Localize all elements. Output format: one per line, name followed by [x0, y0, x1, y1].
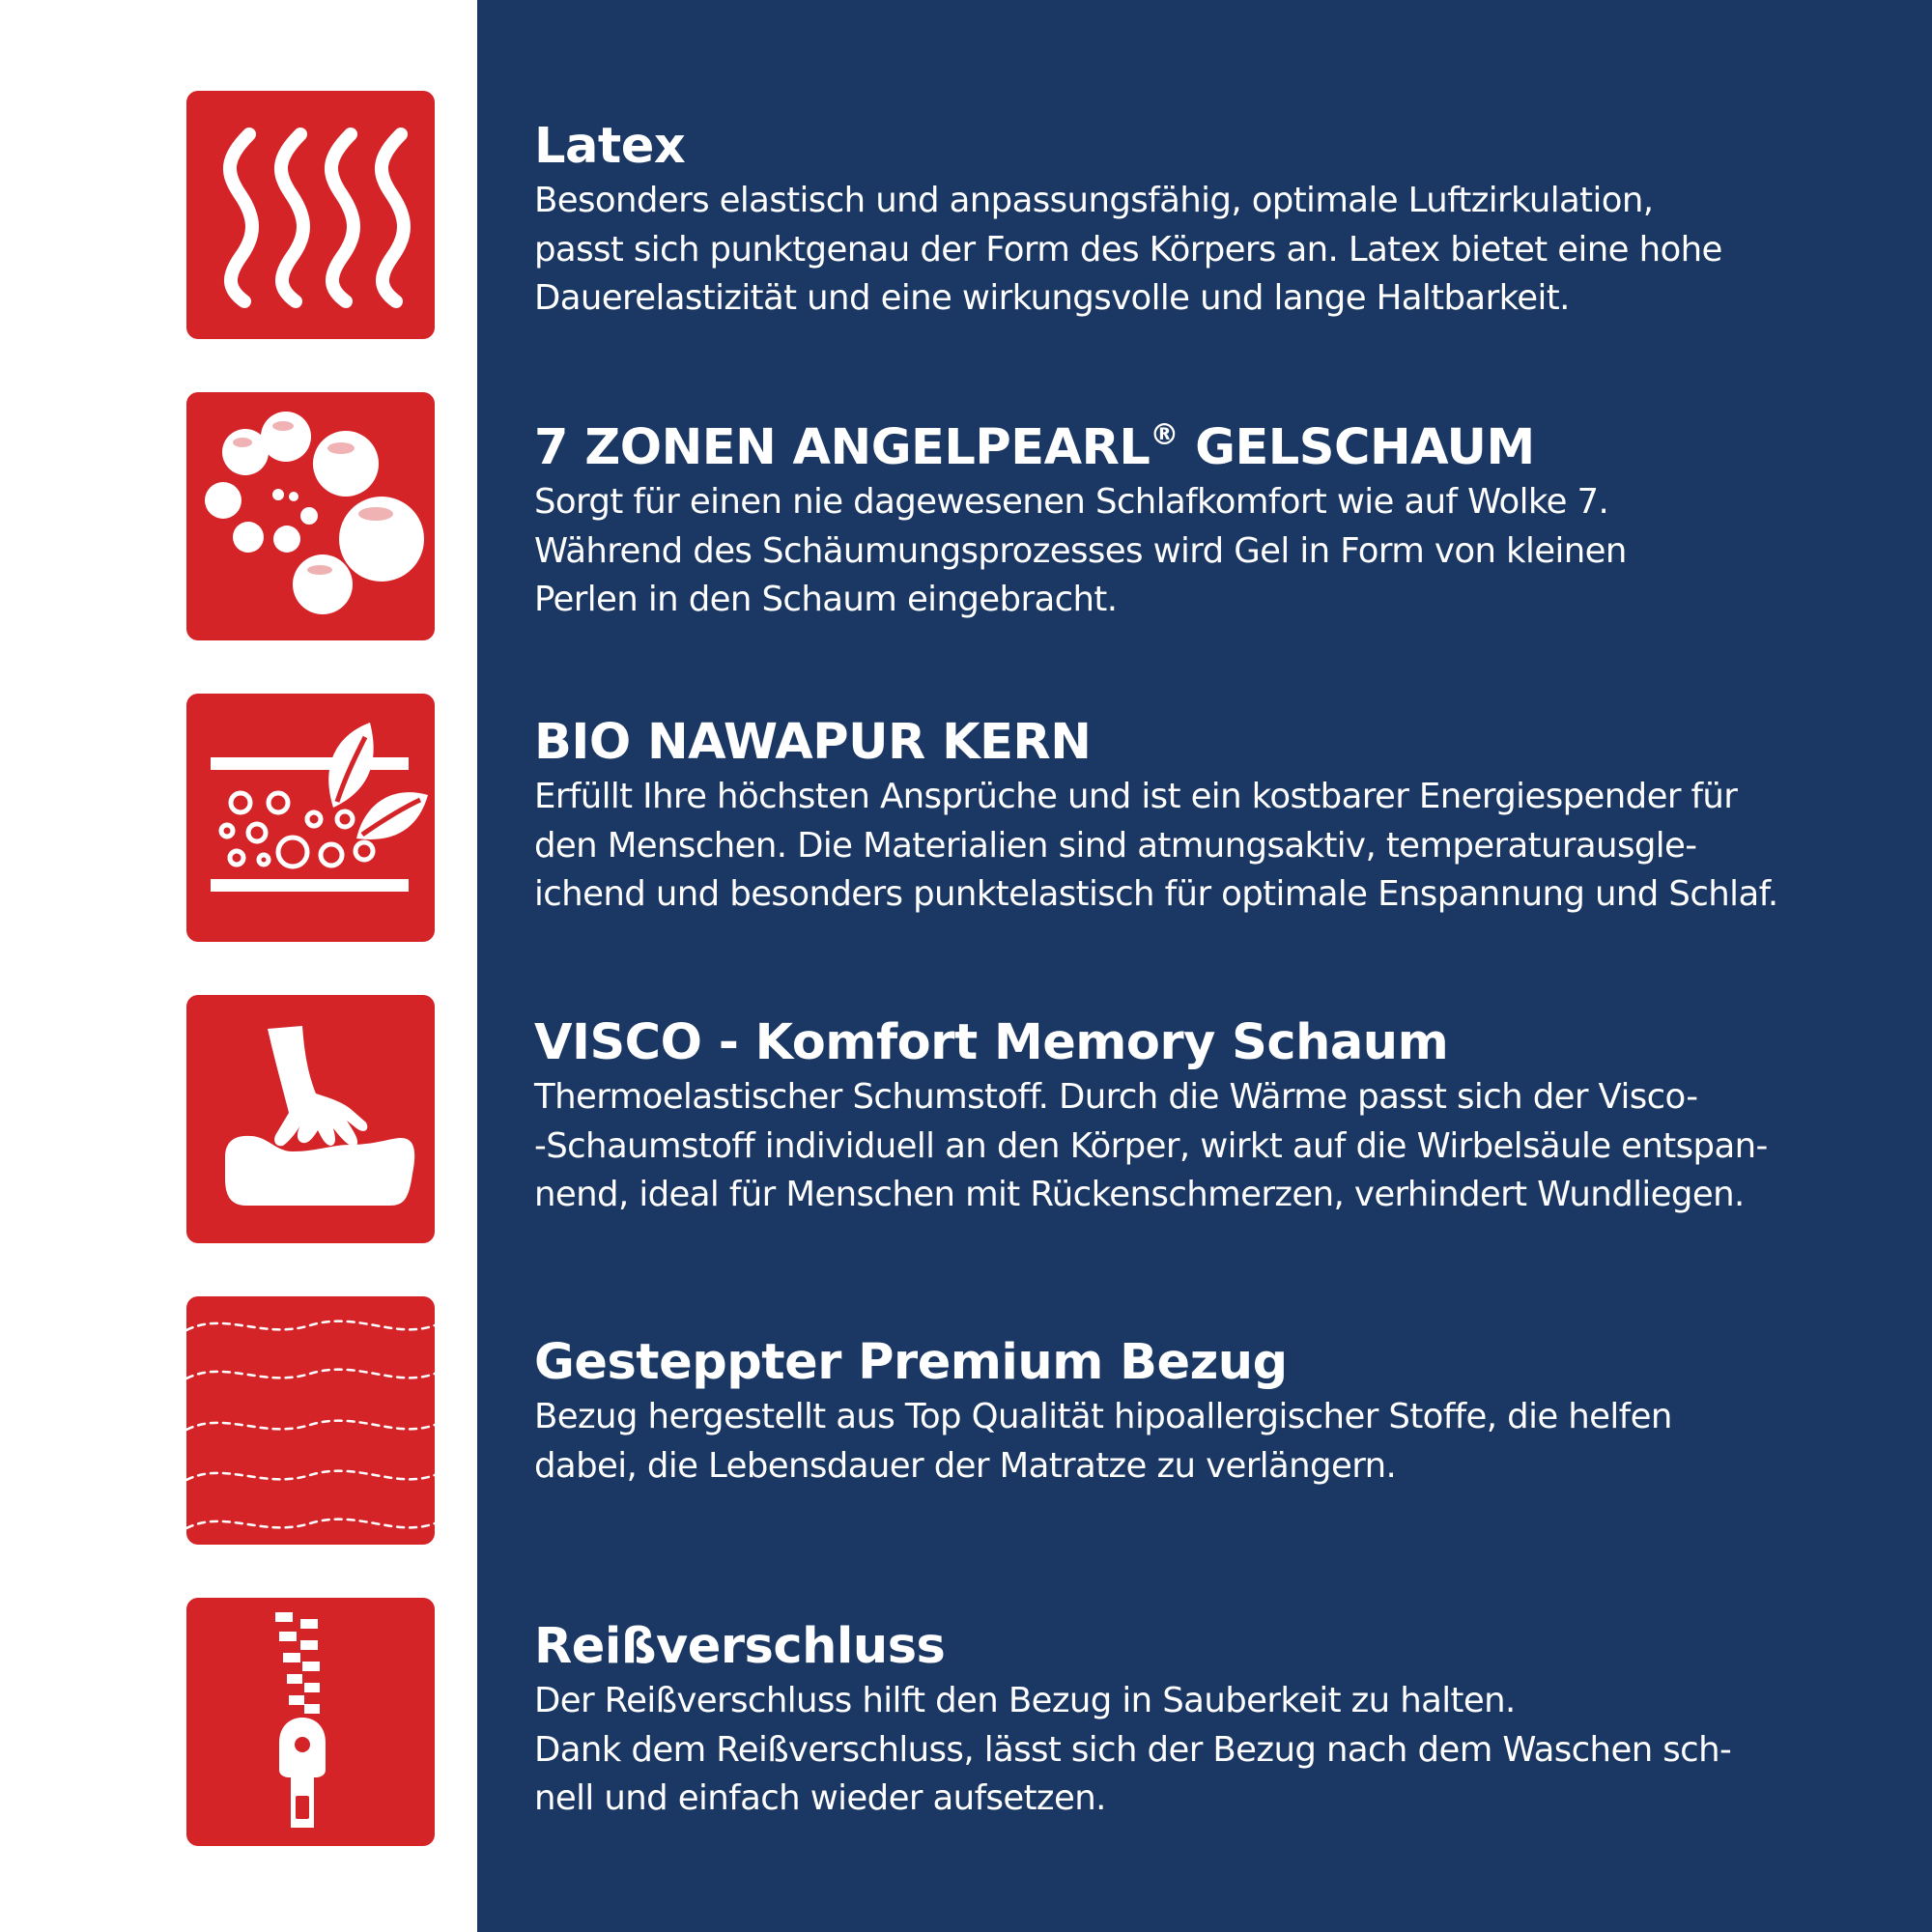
hand-memory-foam-icon [186, 995, 435, 1243]
feature-text-line: Bezug hergestellt aus Top Qualität hipoallergischer Stoffe, die helfen [534, 1397, 1672, 1436]
feature-text-line: passt sich punktgenau der Form des Körpers an. Latex bietet eine hohe [534, 229, 1722, 270]
feature-zipper [534, 1617, 1887, 1824]
feature-text-line: den Menschen. Die Materialien sind atmungsaktiv, temperaturausgle- [534, 825, 1697, 866]
feature-title: Reißverschluss [534, 1618, 946, 1675]
feature-text-line: Während des Schäumungsprozesses wird Gel in Form von kleinen [534, 530, 1627, 571]
feature-text-line: Besonders elastisch und anpassungsfähig, optimale Luftzirkulation, [534, 181, 1654, 220]
feature-text-line: Der Reißverschluss hilft den Bezug in Sauberkeit zu halten. [534, 1681, 1516, 1720]
feature-title-text: 7 ZONEN ANGELPEARL [534, 419, 1151, 476]
feature-visco-memory-foam [534, 1013, 1887, 1220]
heat-waves-icon [186, 91, 435, 339]
zipper-icon [186, 1598, 435, 1846]
feature-text-line: -Schaumstoff individuell an den Körper, wirkt auf die Wirbelsäule entspan- [534, 1125, 1768, 1166]
feature-text-line: nend, ideal für Menschen mit Rückenschmerzen, verhindert Wundliegen. [534, 1175, 1745, 1214]
feature-text-line: nell und einfach wieder aufsetzen. [534, 1778, 1106, 1818]
feature-text-line: Dank dem Reißverschluss, lässt sich der Bezug nach dem Waschen sch- [534, 1729, 1732, 1770]
feature-text-line: ichend und besonders punktelastisch für optimale Enspannung und Schlaf. [534, 874, 1778, 914]
feature-title: BIO NAWAPUR KERN [534, 714, 1092, 771]
feature-text-line: dabei, die Lebensdauer der Matratze zu verlängern. [534, 1445, 1397, 1486]
bio-foam-leaves-icon [186, 694, 435, 942]
feature-latex [534, 117, 1887, 324]
feature-bio-nawapur-core [534, 713, 1887, 920]
feature-angelpearl-gel-foam [534, 418, 1887, 625]
feature-text-line: Perlen in den Schaum eingebracht. [534, 580, 1118, 619]
feature-title [534, 418, 1887, 478]
feature-quilted-cover [534, 1333, 1887, 1491]
feature-title: Latex [534, 118, 686, 175]
feature-title-suffix: GELSCHAUM [1178, 419, 1535, 476]
quilted-cover-icon [186, 1296, 435, 1545]
feature-text-line: Thermoelastischer Schumstoff. Durch die Wärme passt sich der Visco- [534, 1077, 1698, 1117]
gel-pearls-icon [186, 392, 435, 640]
feature-title: Gesteppter Premium Bezug [534, 1334, 1288, 1391]
feature-text-line: Dauerelastizität und eine wirkungsvolle und lange Haltbarkeit. [534, 278, 1570, 318]
feature-text-line: Sorgt für einen nie dagewesenen Schlafkomfort wie auf Wolke 7. [534, 482, 1609, 522]
feature-text-line: Erfüllt Ihre höchsten Ansprüche und ist ein kostbarer Energiespender für [534, 777, 1738, 816]
feature-title: VISCO - Komfort Memory Schaum [534, 1014, 1449, 1071]
registered-mark: ® [1150, 418, 1179, 452]
